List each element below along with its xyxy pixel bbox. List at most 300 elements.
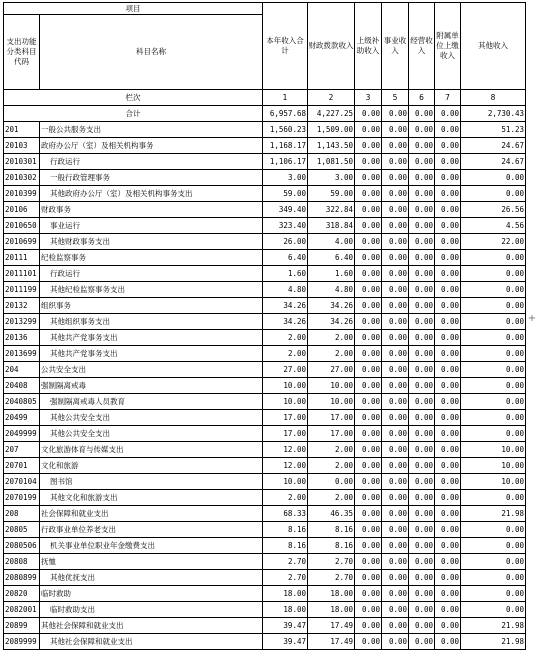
row-value: 0.00: [409, 394, 435, 410]
total-row: [4, 106, 526, 122]
row-value: 1,106.17: [263, 154, 308, 170]
header-col-2: 财政拨款收入: [308, 3, 355, 90]
row-value: 0.00: [382, 186, 409, 202]
row-value: 0.00: [409, 186, 435, 202]
row-value: 17.00: [263, 426, 308, 442]
row-value: 0.00: [435, 442, 461, 458]
row-value: 0.00: [409, 314, 435, 330]
table-row: [4, 346, 526, 362]
row-value: 0.00: [355, 154, 382, 170]
row-value: 0.00: [409, 442, 435, 458]
row-value: 1,168.17: [263, 138, 308, 154]
row-code: 20103: [4, 138, 40, 154]
row-value: 0.00: [382, 378, 409, 394]
row-value: 0.00: [355, 250, 382, 266]
row-value: 0.00: [409, 282, 435, 298]
row-value: 4.80: [263, 282, 308, 298]
row-value: 0.00: [435, 570, 461, 586]
row-value: 22.00: [461, 234, 526, 250]
total-row-label: 合计: [4, 106, 263, 122]
index-row-label: 栏次: [4, 90, 263, 106]
row-value: 0.00: [355, 138, 382, 154]
row-value: 0.00: [461, 570, 526, 586]
row-name: 其他财政事务支出: [40, 234, 263, 250]
row-value: 2.70: [308, 554, 355, 570]
row-value: 2.70: [308, 570, 355, 586]
row-value: 0.00: [435, 170, 461, 186]
row-value: 34.26: [308, 314, 355, 330]
row-value: 1.60: [308, 266, 355, 282]
row-value: 0.00: [382, 234, 409, 250]
row-value: 0.00: [461, 346, 526, 362]
row-name: 一般行政管理事务: [40, 170, 263, 186]
row-value: 0.00: [355, 618, 382, 634]
row-value: 2.00: [263, 490, 308, 506]
row-value: 0.00: [355, 378, 382, 394]
table-row: [4, 314, 526, 330]
row-name: 一般公共服务支出: [40, 122, 263, 138]
row-value: 0.00: [435, 586, 461, 602]
row-code: 20808: [4, 554, 40, 570]
row-value: 6.40: [308, 250, 355, 266]
row-value: 0.00: [355, 186, 382, 202]
row-value: 0.00: [355, 362, 382, 378]
index-cell: 6: [409, 90, 435, 106]
row-value: 0.00: [409, 410, 435, 426]
row-value: 2.70: [263, 554, 308, 570]
row-value: 0.00: [409, 330, 435, 346]
row-value: 10.00: [263, 474, 308, 490]
row-value: 2.00: [308, 346, 355, 362]
table-row: [4, 266, 526, 282]
row-value: 0.00: [355, 506, 382, 522]
row-value: 0.00: [461, 538, 526, 554]
row-code: 204: [4, 362, 40, 378]
table-row: [4, 362, 526, 378]
row-value: 0.00: [355, 122, 382, 138]
row-value: 0.00: [435, 410, 461, 426]
row-value: 10.00: [308, 394, 355, 410]
row-value: 0.00: [409, 634, 435, 650]
table-row: [4, 282, 526, 298]
row-value: 17.49: [308, 618, 355, 634]
row-code: 20136: [4, 330, 40, 346]
total-cell: 0.00: [409, 106, 435, 122]
row-value: 0.00: [435, 138, 461, 154]
row-value: 0.00: [435, 458, 461, 474]
table-row: [4, 426, 526, 442]
table-row: [4, 234, 526, 250]
row-value: 0.00: [461, 378, 526, 394]
row-name: 其他纪检监察事务支出: [40, 282, 263, 298]
table-row: [4, 186, 526, 202]
row-code: 20106: [4, 202, 40, 218]
row-value: 0.00: [435, 250, 461, 266]
row-name: 图书馆: [40, 474, 263, 490]
row-value: 10.00: [461, 474, 526, 490]
row-value: 26.00: [263, 234, 308, 250]
row-name: 其他共产党事务支出: [40, 330, 263, 346]
row-value: 8.16: [308, 522, 355, 538]
row-value: 0.00: [409, 346, 435, 362]
row-value: 0.00: [435, 282, 461, 298]
table-row: [4, 154, 526, 170]
row-value: 0.00: [355, 458, 382, 474]
row-name: 临时救助支出: [40, 602, 263, 618]
row-value: 0.00: [382, 426, 409, 442]
row-value: 0.00: [435, 298, 461, 314]
row-code: 2011101: [4, 266, 40, 282]
row-name: 抚恤: [40, 554, 263, 570]
row-value: 0.00: [409, 538, 435, 554]
row-value: 10.00: [263, 394, 308, 410]
row-value: 0.00: [382, 570, 409, 586]
row-value: 27.00: [263, 362, 308, 378]
row-value: 0.00: [382, 330, 409, 346]
row-value: 3.00: [308, 170, 355, 186]
row-value: 0.00: [435, 218, 461, 234]
row-value: 0.00: [382, 218, 409, 234]
table-row: [4, 170, 526, 186]
row-value: 0.00: [355, 346, 382, 362]
index-cell: 5: [382, 90, 409, 106]
row-value: 0.00: [355, 410, 382, 426]
row-value: 0.00: [409, 618, 435, 634]
header-col-6: 附属单位上缴收入: [435, 3, 461, 90]
table-row: [4, 490, 526, 506]
header-col-5: 经营收入: [409, 3, 435, 90]
row-value: 0.00: [355, 314, 382, 330]
row-value: 34.26: [308, 298, 355, 314]
row-value: 0.00: [355, 522, 382, 538]
row-value: 1,143.50: [308, 138, 355, 154]
row-value: 3.00: [263, 170, 308, 186]
row-code: 2049999: [4, 426, 40, 442]
row-name: 其他优抚支出: [40, 570, 263, 586]
row-code: 20132: [4, 298, 40, 314]
row-value: 0.00: [461, 186, 526, 202]
header-col-4: 事业收入: [382, 3, 409, 90]
row-value: 6.40: [263, 250, 308, 266]
row-value: 8.16: [308, 538, 355, 554]
row-value: 0.00: [355, 442, 382, 458]
row-value: 0.00: [409, 218, 435, 234]
row-value: 12.00: [263, 458, 308, 474]
row-value: 0.00: [435, 362, 461, 378]
row-value: 0.00: [435, 330, 461, 346]
row-value: 0.00: [409, 474, 435, 490]
row-value: 0.00: [435, 554, 461, 570]
row-code: 2082001: [4, 602, 40, 618]
row-value: 0.00: [409, 298, 435, 314]
row-code: 20701: [4, 458, 40, 474]
row-value: 0.00: [382, 346, 409, 362]
row-value: 0.00: [435, 490, 461, 506]
row-value: 0.00: [461, 410, 526, 426]
row-value: 2.00: [308, 458, 355, 474]
row-name: 行政事业单位养老支出: [40, 522, 263, 538]
header-col-3: 上级补助收入: [355, 3, 382, 90]
row-value: 21.98: [461, 634, 526, 650]
header-row-group: [4, 3, 526, 15]
row-value: 0.00: [461, 394, 526, 410]
row-value: 1.60: [263, 266, 308, 282]
row-value: 10.00: [461, 458, 526, 474]
row-value: 0.00: [355, 234, 382, 250]
row-value: 0.00: [461, 554, 526, 570]
row-value: 0.00: [355, 490, 382, 506]
table-row: [4, 618, 526, 634]
row-value: 0.00: [382, 602, 409, 618]
row-value: 24.67: [461, 154, 526, 170]
row-value: 0.00: [435, 522, 461, 538]
row-value: 59.00: [308, 186, 355, 202]
row-value: 0.00: [409, 522, 435, 538]
row-value: 0.00: [382, 442, 409, 458]
table-row: [4, 330, 526, 346]
row-name: 文化和旅游: [40, 458, 263, 474]
row-value: 0.00: [382, 458, 409, 474]
row-value: 0.00: [435, 506, 461, 522]
row-code: 2013299: [4, 314, 40, 330]
table-row: [4, 378, 526, 394]
row-value: 0.00: [382, 154, 409, 170]
row-value: 0.00: [461, 266, 526, 282]
row-name: 行政运行: [40, 266, 263, 282]
row-value: 21.98: [461, 506, 526, 522]
table-row: [4, 554, 526, 570]
row-value: 0.00: [409, 586, 435, 602]
row-name: 临时救助: [40, 586, 263, 602]
row-value: 2.00: [263, 330, 308, 346]
row-value: 0.00: [409, 170, 435, 186]
row-name: 社会保障和就业支出: [40, 506, 263, 522]
row-value: 17.00: [308, 426, 355, 442]
row-name: 行政运行: [40, 154, 263, 170]
header-item-group: 项目: [4, 3, 263, 15]
row-value: 1,081.50: [308, 154, 355, 170]
row-value: 0.00: [409, 234, 435, 250]
row-code: 2040805: [4, 394, 40, 410]
row-value: 17.49: [308, 634, 355, 650]
row-value: 0.00: [382, 170, 409, 186]
row-value: 26.56: [461, 202, 526, 218]
row-value: 0.00: [382, 410, 409, 426]
row-value: 0.00: [382, 554, 409, 570]
table-row: [4, 138, 526, 154]
index-cell: 2: [308, 90, 355, 106]
row-code: 20899: [4, 618, 40, 634]
row-value: 8.16: [263, 538, 308, 554]
row-code: 2013699: [4, 346, 40, 362]
row-value: 0.00: [382, 490, 409, 506]
table-row: [4, 538, 526, 554]
row-value: 0.00: [435, 314, 461, 330]
row-value: 2.00: [263, 346, 308, 362]
row-value: 0.00: [461, 250, 526, 266]
table-row: [4, 442, 526, 458]
row-value: 0.00: [461, 282, 526, 298]
row-name: 其他共产党事务支出: [40, 346, 263, 362]
row-value: 0.00: [355, 218, 382, 234]
row-name: 其他公共安全支出: [40, 410, 263, 426]
row-value: 0.00: [382, 138, 409, 154]
row-value: 0.00: [355, 202, 382, 218]
total-cell: 4,227.25: [308, 106, 355, 122]
row-value: 0.00: [435, 602, 461, 618]
row-value: 18.00: [308, 602, 355, 618]
row-value: 0.00: [435, 186, 461, 202]
row-value: 27.00: [308, 362, 355, 378]
row-value: 18.00: [263, 602, 308, 618]
row-code: 20111: [4, 250, 40, 266]
row-code: 2010301: [4, 154, 40, 170]
row-value: 0.00: [382, 586, 409, 602]
index-cell: 8: [461, 90, 526, 106]
row-value: 4.80: [308, 282, 355, 298]
row-value: 0.00: [409, 506, 435, 522]
row-value: 0.00: [409, 490, 435, 506]
row-value: 0.00: [409, 202, 435, 218]
row-value: 0.00: [409, 378, 435, 394]
row-value: 0.00: [435, 122, 461, 138]
row-code: 207: [4, 442, 40, 458]
table-row: [4, 298, 526, 314]
table-row: [4, 570, 526, 586]
index-cell: 3: [355, 90, 382, 106]
row-name: 纪检监察事务: [40, 250, 263, 266]
row-value: 0.00: [355, 330, 382, 346]
row-value: 18.00: [263, 586, 308, 602]
row-value: 0.00: [461, 490, 526, 506]
row-value: 0.00: [355, 570, 382, 586]
row-value: 0.00: [409, 602, 435, 618]
row-value: 68.33: [263, 506, 308, 522]
header-col-1: 本年收入合计: [263, 3, 308, 90]
row-value: 4.00: [308, 234, 355, 250]
row-value: 322.84: [308, 202, 355, 218]
row-value: 0.00: [461, 602, 526, 618]
row-code: 2080899: [4, 570, 40, 586]
table-row: [4, 394, 526, 410]
row-value: 0.00: [382, 202, 409, 218]
row-value: 0.00: [409, 570, 435, 586]
row-value: 0.00: [435, 618, 461, 634]
row-value: 0.00: [382, 362, 409, 378]
row-value: 10.00: [308, 378, 355, 394]
row-value: 17.00: [263, 410, 308, 426]
row-value: 18.00: [308, 586, 355, 602]
row-name: 其他社会保障和就业支出: [40, 618, 263, 634]
row-value: 0.00: [355, 426, 382, 442]
row-value: 0.00: [382, 506, 409, 522]
row-value: 0.00: [355, 538, 382, 554]
total-cell: 0.00: [435, 106, 461, 122]
row-name: 其他文化和旅游支出: [40, 490, 263, 506]
row-name: 财政事务: [40, 202, 263, 218]
row-value: 323.40: [263, 218, 308, 234]
row-value: 0.00: [409, 266, 435, 282]
row-value: 0.00: [461, 426, 526, 442]
row-value: 0.00: [382, 122, 409, 138]
row-code: 2010699: [4, 234, 40, 250]
row-value: 1,560.23: [263, 122, 308, 138]
table-row: [4, 474, 526, 490]
header-code-label: 支出功能分类科目代码: [4, 15, 40, 90]
row-value: 0.00: [435, 426, 461, 442]
row-code: 2070104: [4, 474, 40, 490]
total-cell: 0.00: [355, 106, 382, 122]
row-value: 39.47: [263, 618, 308, 634]
index-cell: 1: [263, 90, 308, 106]
row-value: 0.00: [355, 394, 382, 410]
row-code: 2010302: [4, 170, 40, 186]
row-name: 强制隔离戒毒: [40, 378, 263, 394]
row-value: 0.00: [409, 458, 435, 474]
row-name: 文化旅游体育与传媒支出: [40, 442, 263, 458]
row-value: 0.00: [409, 138, 435, 154]
total-cell: 6,957.68: [263, 106, 308, 122]
table-row: [4, 250, 526, 266]
row-value: 0.00: [382, 314, 409, 330]
row-value: 24.67: [461, 138, 526, 154]
row-value: 0.00: [355, 282, 382, 298]
row-value: 0.00: [382, 394, 409, 410]
row-value: 0.00: [435, 634, 461, 650]
row-value: 12.00: [263, 442, 308, 458]
row-value: 0.00: [382, 522, 409, 538]
row-name: 其他公共安全支出: [40, 426, 263, 442]
row-value: 0.00: [435, 474, 461, 490]
row-value: 59.00: [263, 186, 308, 202]
row-code: 20820: [4, 586, 40, 602]
table-row: [4, 202, 526, 218]
row-value: 0.00: [435, 538, 461, 554]
row-value: 0.00: [435, 394, 461, 410]
table-row: [4, 458, 526, 474]
row-code: 2010650: [4, 218, 40, 234]
row-value: 1,509.00: [308, 122, 355, 138]
row-value: 46.35: [308, 506, 355, 522]
scroll-expand-icon[interactable]: +: [527, 313, 537, 324]
row-value: 0.00: [355, 170, 382, 186]
row-name: 组织事务: [40, 298, 263, 314]
row-value: 0.00: [461, 330, 526, 346]
row-code: 2089999: [4, 634, 40, 650]
row-value: 0.00: [435, 266, 461, 282]
row-value: 0.00: [435, 154, 461, 170]
row-name: 强制隔离戒毒人员教育: [40, 394, 263, 410]
total-cell: 0.00: [382, 106, 409, 122]
row-value: 0.00: [435, 346, 461, 362]
row-value: 2.70: [263, 570, 308, 586]
row-value: 0.00: [409, 154, 435, 170]
row-value: 0.00: [409, 122, 435, 138]
row-value: 0.00: [461, 522, 526, 538]
row-value: 0.00: [382, 634, 409, 650]
row-code: 20499: [4, 410, 40, 426]
row-code: 2080506: [4, 538, 40, 554]
row-value: 0.00: [382, 282, 409, 298]
row-value: 17.00: [308, 410, 355, 426]
table-row: [4, 522, 526, 538]
row-value: 0.00: [382, 250, 409, 266]
row-value: 0.00: [435, 378, 461, 394]
row-value: 0.00: [382, 618, 409, 634]
row-value: 0.00: [355, 298, 382, 314]
row-value: 8.16: [263, 522, 308, 538]
row-value: 0.00: [382, 266, 409, 282]
